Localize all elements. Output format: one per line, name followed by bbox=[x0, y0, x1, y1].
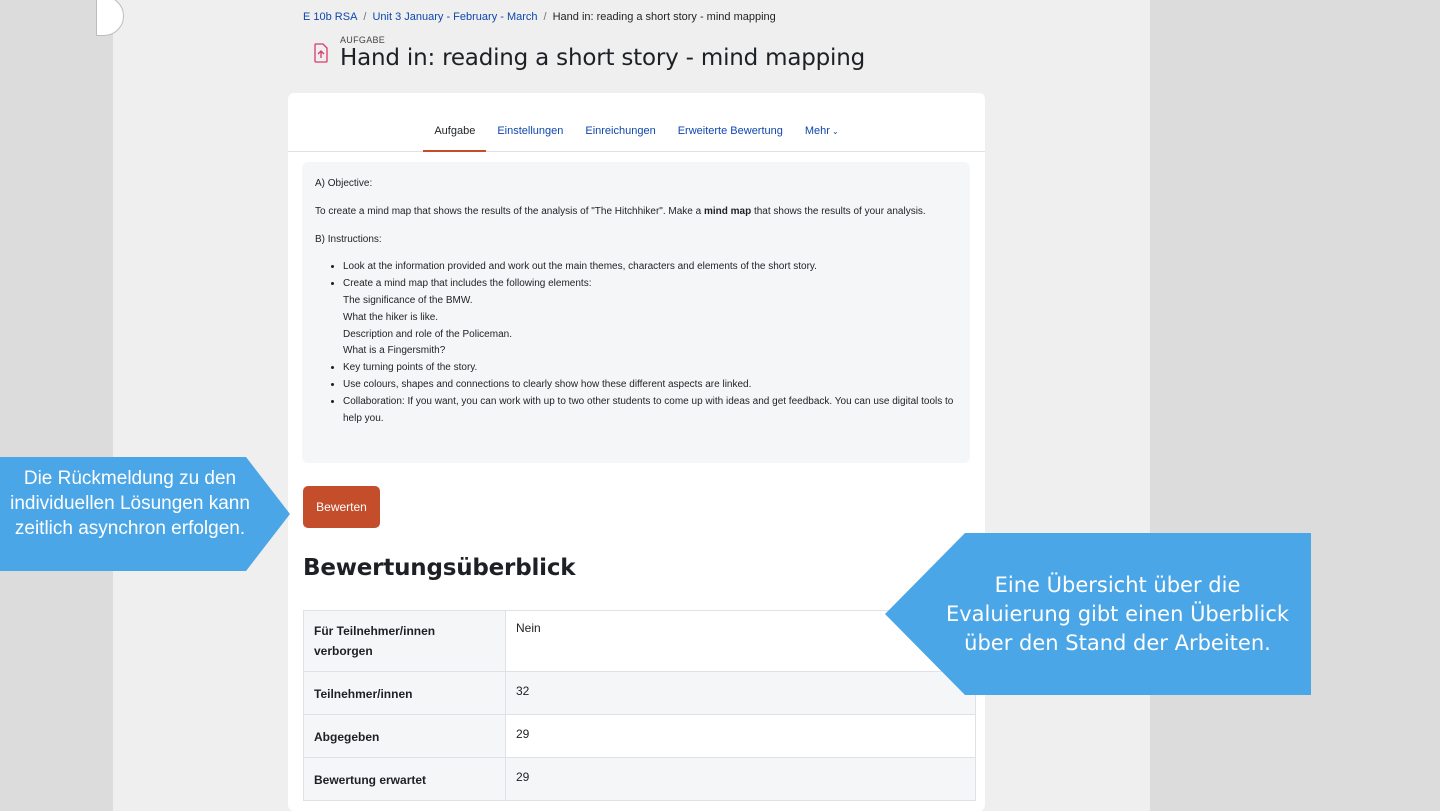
objective-text-bold: mind map bbox=[703, 205, 752, 217]
file-upload-icon bbox=[313, 43, 329, 63]
grading-summary-table bbox=[303, 610, 976, 801]
list-item-text: Create a mind map that includes the following elements: bbox=[343, 278, 592, 290]
grading-summary-title: Bewertungsüberblick bbox=[303, 555, 576, 581]
breadcrumb bbox=[303, 11, 776, 23]
list-item bbox=[343, 276, 958, 360]
breadcrumb-separator: / bbox=[543, 11, 547, 23]
tab-einreichungen[interactable]: Einreichungen bbox=[585, 125, 656, 137]
sub-item: What is a Fingersmith? bbox=[343, 345, 446, 357]
sub-item: The significance of the BMW. bbox=[343, 294, 473, 306]
annotation-callout-left-text: Die Rückmeldung zu den individuellen Lösungen kann zeitlich asynchron erfolgen. bbox=[10, 468, 250, 539]
tab-mehr-label: Mehr bbox=[804, 125, 830, 137]
table-row bbox=[304, 715, 976, 758]
table-row bbox=[304, 758, 976, 801]
instructions-list bbox=[343, 259, 958, 427]
activity-type-label: AUFGABE bbox=[340, 35, 386, 45]
chevron-down-icon: ⌄ bbox=[831, 127, 839, 136]
row-value: Nein bbox=[506, 611, 976, 672]
main-card bbox=[288, 93, 985, 811]
page-title: Hand in: reading a short story - mind mapping bbox=[340, 45, 866, 71]
row-label: Teilnehmer/innen bbox=[304, 672, 506, 715]
objective-text-end: that shows the results of your analysis. bbox=[751, 205, 926, 217]
list-item: • Collaboration: If you want, you can work with up to two other students to come up with ideas and get feedback. You can use digital tools to help you. bbox=[343, 394, 958, 428]
breadcrumb-course-link[interactable]: E 10b RSA bbox=[303, 11, 358, 23]
row-value: 29 bbox=[506, 758, 976, 801]
tab-mehr[interactable] bbox=[794, 125, 850, 151]
row-value: 29 bbox=[506, 715, 976, 758]
sub-item: Description and role of the Policeman. bbox=[343, 328, 512, 340]
breadcrumb-current: Hand in: reading a short story - mind mapping bbox=[552, 11, 776, 23]
assignment-description bbox=[302, 162, 970, 463]
sub-item: What the hiker is like. bbox=[343, 311, 439, 323]
row-label: Für Teilnehmer/innen verborgen bbox=[304, 611, 506, 672]
objective-text-start: To create a mind map that shows the results of the analysis of "The Hitchhiker". Make a bbox=[315, 205, 704, 217]
instructions-heading: B) Instructions: bbox=[315, 233, 382, 245]
row-label: Abgegeben bbox=[304, 715, 506, 758]
table-row bbox=[304, 672, 976, 715]
tab-aufgabe[interactable]: Aufgabe bbox=[423, 125, 486, 151]
breadcrumb-unit-link[interactable]: Unit 3 January - February - March bbox=[372, 11, 538, 23]
tab-erweiterte-bewertung[interactable]: Erweiterte Bewertung bbox=[677, 125, 783, 137]
breadcrumb-separator: / bbox=[363, 11, 367, 23]
row-value: 32 bbox=[506, 672, 976, 715]
grade-button[interactable]: Bewerten bbox=[303, 486, 380, 528]
list-item: • Look at the information provided and work out the main themes, characters and elements of the short story. bbox=[343, 259, 958, 276]
list-item: • Use colours, shapes and connections to clearly show how these different aspects are linked. bbox=[343, 377, 958, 394]
tab-einstellungen[interactable]: Einstellungen bbox=[497, 125, 564, 137]
secondary-navigation bbox=[288, 93, 985, 152]
annotation-callout-right-text: Eine Übersicht über die Evaluierung gibt einen Überblick über den Stand der Arbeiten. bbox=[945, 573, 1290, 655]
objective-text bbox=[315, 204, 958, 221]
objective-heading: A) Objective: bbox=[315, 178, 373, 189]
row-label: Bewertung erwartet bbox=[304, 758, 506, 801]
table-row bbox=[304, 611, 976, 672]
list-item: • Key turning points of the story. bbox=[343, 360, 958, 377]
